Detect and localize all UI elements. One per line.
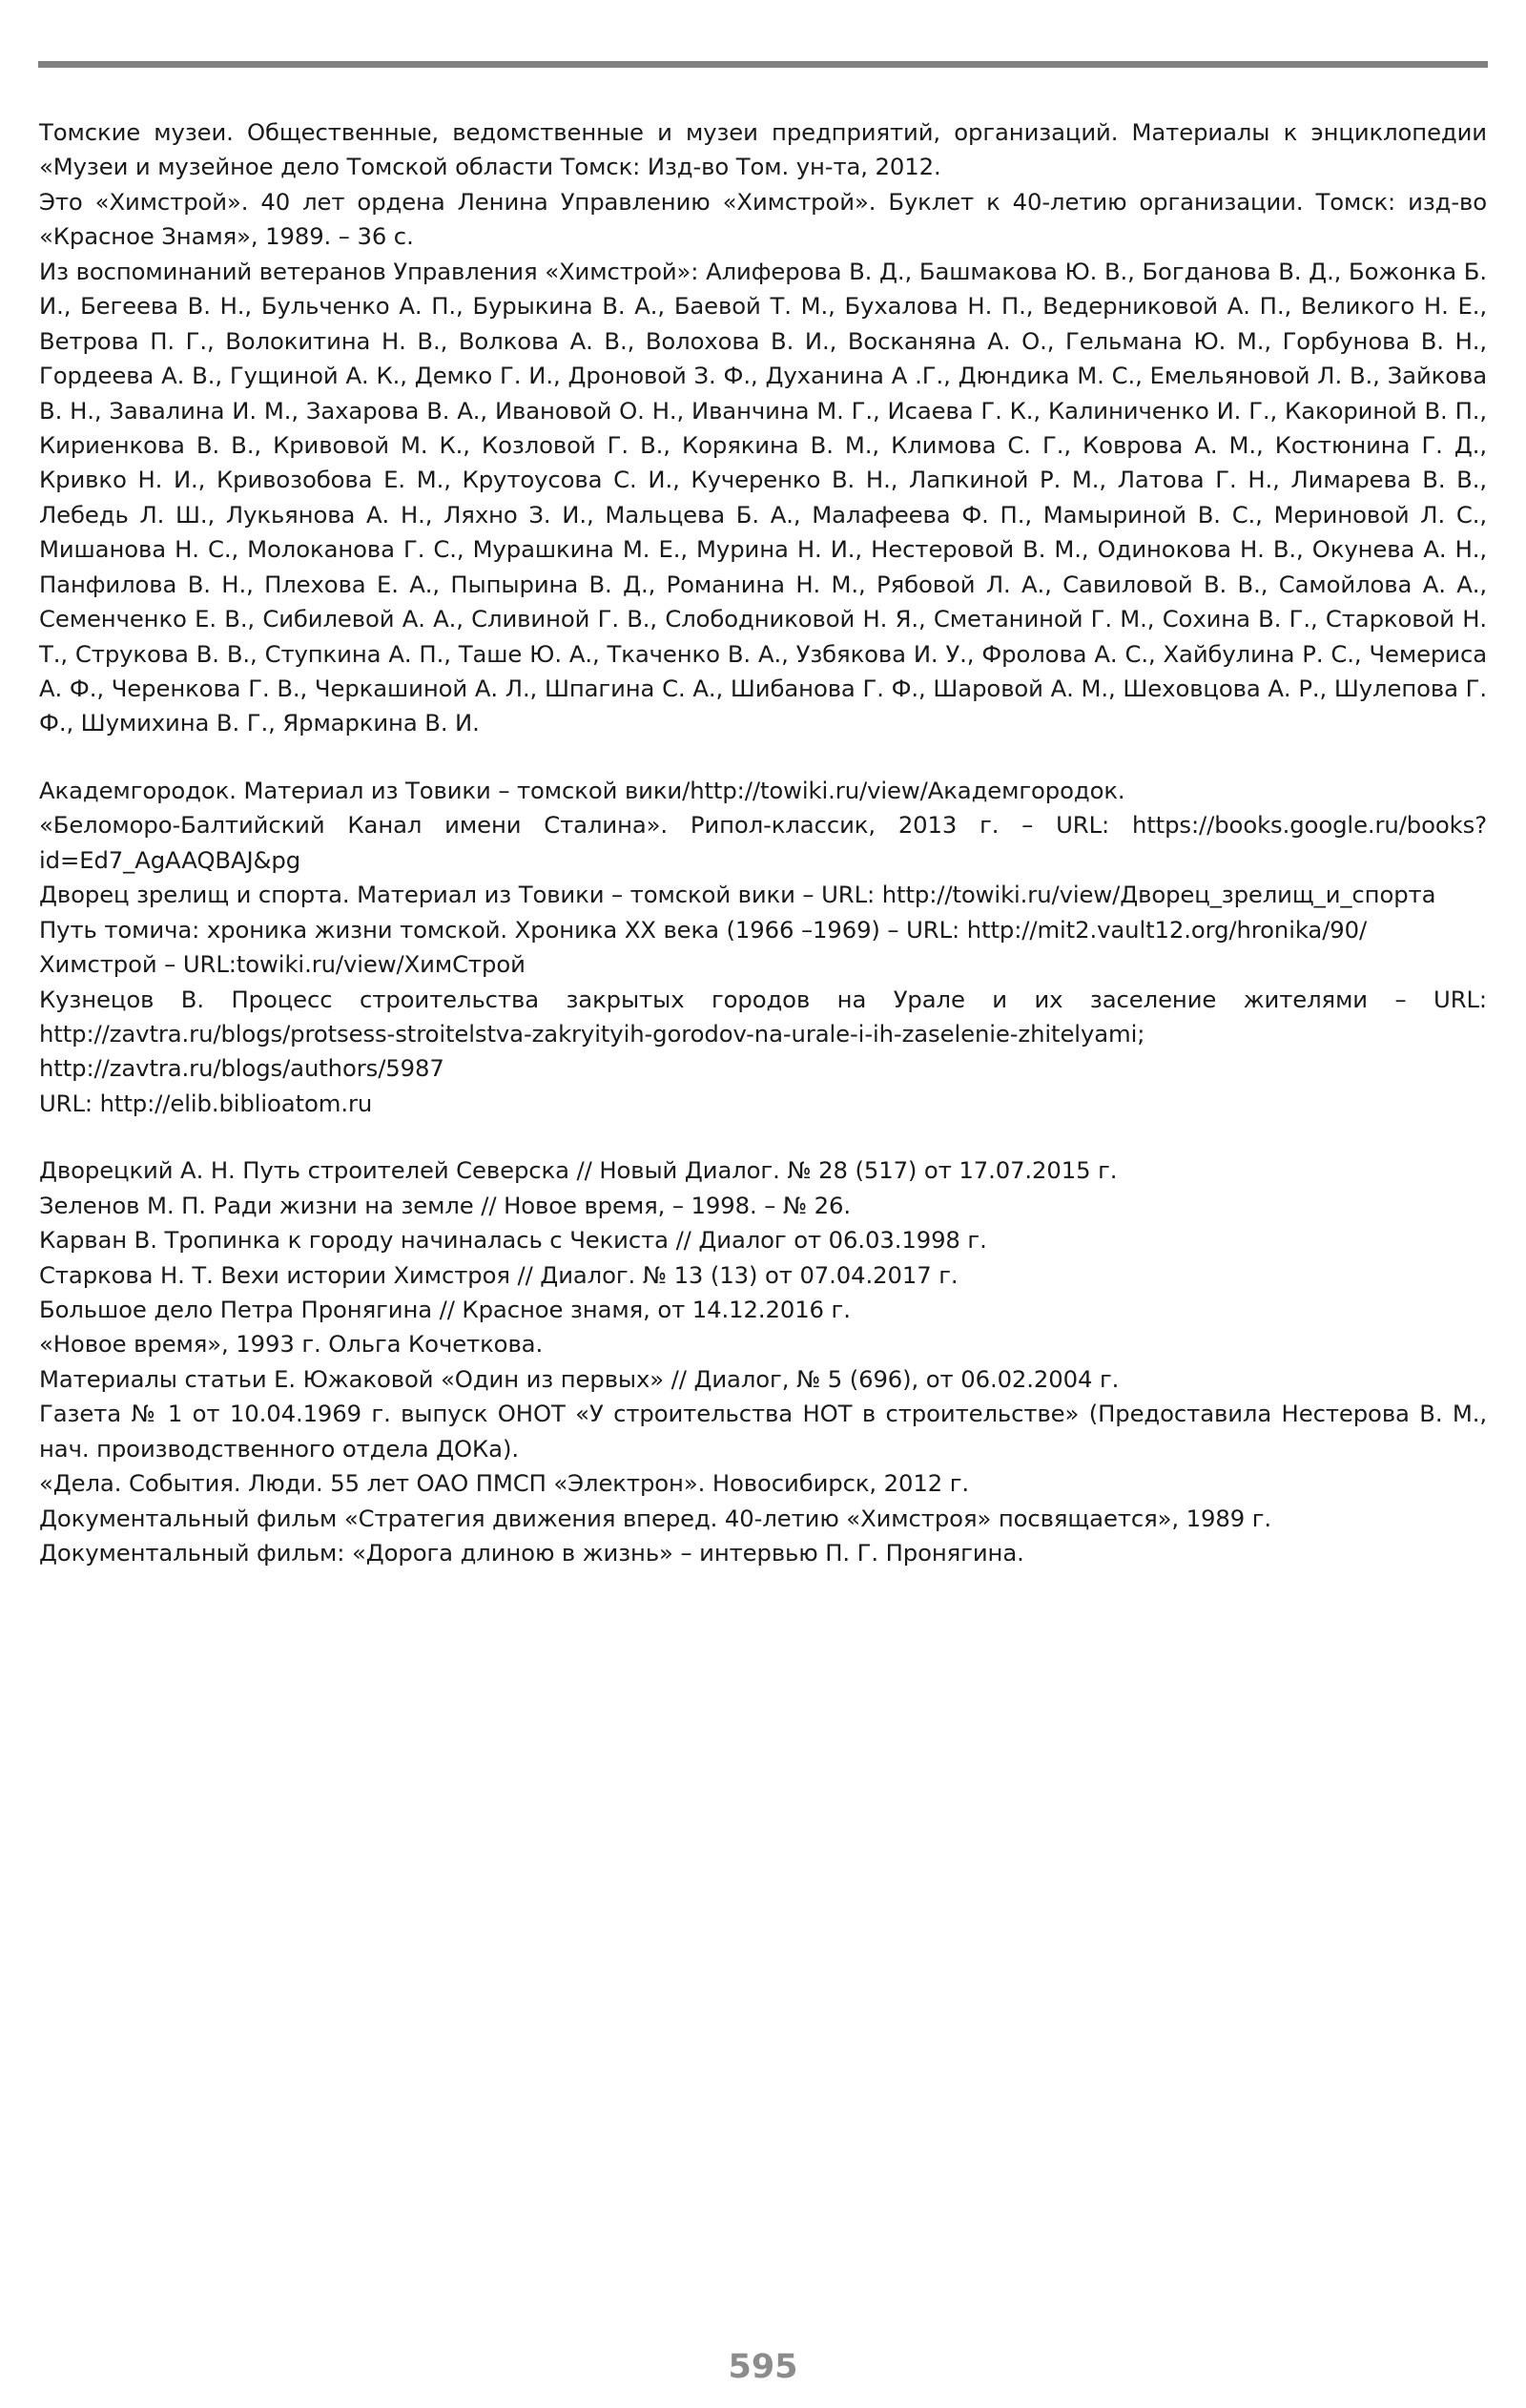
sources-section-publications	[39, 115, 1487, 741]
source-entry-dvoretskiy: Дворецкий А. Н. Путь строителей Северска // Новый Диалог. № 28 (517) от 17.07.2015 г.	[39, 1156, 1118, 1185]
source-entry-put-tomicha: Путь томича: хроника жизни томской. Хроника XX века (1966 –1969) – URL: http://mit2.vault12.org/hronika/90/	[39, 915, 1368, 944]
source-entry-elektron: «Дела. События. Люди. 55 лет ОАО ПМСП «Электрон». Новосибирск, 2012 г.	[39, 1469, 970, 1498]
source-entry-belomorkanal: «Беломоро-Балтийский Канал имени Сталина». Рипол-классик, 2013 г. – URL: https://books.google.ru/books?id=Ed7_AgAAQBAJ&pg	[39, 811, 1487, 874]
sources-list	[39, 115, 1487, 1604]
source-entry-karvan: Карван В. Тропинка к городу начиналась с Чекиста // Диалог от 06.03.1998 г.	[39, 1226, 987, 1255]
source-entry-zelenov: Зеленов М. П. Ради жизни на земле // Новое время, – 1998. – № 26.	[39, 1191, 851, 1219]
source-entry-dvorets-zrelishch: Дворец зрелищ и спорта. Материал из Товики – томской вики – URL: http://towiki.ru/view/Дворец_зрелищ_и_спорта	[39, 881, 1436, 909]
top-rule	[38, 61, 1488, 68]
sources-section-internet	[39, 774, 1487, 1121]
source-entry-museums-encyclopedia: Томские музеи. Общественные, ведомственные и музеи предприятий, организаций. Материалы к энциклопедии «Музеи и музейное дело Томской области Томск: Изд-во Том. ун-та, 2012.	[39, 118, 1487, 181]
source-entry-film-doroga: Документальный фильм: «Дорога длиною в жизнь» – интервью П. Г. Пронягина.	[39, 1539, 1024, 1567]
source-entry-gazeta-onot: Газета № 1 от 10.04.1969 г. выпуск ОНОТ «У строительства НОТ в строительстве» (Предоставила Нестерова В. М., нач. производственного отдела ДОКа).	[39, 1400, 1487, 1463]
source-entry-starkova: Старкова Н. Т. Вехи истории Химстроя // Диалог. № 13 (13) от 07.04.2017 г.	[39, 1260, 959, 1289]
source-entry-khimstroy-towiki: Химстрой – URL:towiki.ru/view/ХимСтрой	[39, 950, 526, 979]
page-number: 595	[728, 2348, 798, 2386]
source-entry-veterans-memoirs: Из воспоминаний ветеранов Управления «Химстрой»: Алиферова В. Д., Башмакова Ю. В., Богданова В. Д., Божонка Б. И., Бегеева В. Н., Бульченко А. П., Бурыкина В. А., Баевой Т. М., Бухалова Н. П., Ведерниковой А. П., Великого Н. Е., Ветрова П. Г., Волокитина Н. В., Волкова А. В., Волохова В. И., Восканяна А. О., Гельмана Ю. М., Горбунова В. Н., Гордеева А. В., Гущиной А. К., Демко Г. И., Дроновой З. Ф., Духанина А .Г., Дюндика М. С., Емельяновой Л. В., Зайкова В. Н., Завалина И. М., Захарова В. А., Ивановой О. Н., Иванчина М. Г., Исаева Г. К., Калиниченко И. Г., Какориной В. П., Кириенкова В. В., Кривовой М. К., Козловой Г. В., Корякина В. М., Климова С. Г., Коврова А. М., Костюнина Г. Д., Кривко Н. И., Кривозобова Е. М., Крутоусова С. И., Кучеренко В. Н., Лапкиной Р. М., Латова Г. Н., Лимарева В. В., Лебедь Л. Ш., Лукьянова А. Н., Ляхно З. И., Мальцева Б. А., Малафеева Ф. П., Мамыриной В. С., Мериновой Л. С., Мишанова Н. С., Молоканова Г. С., Мурашкина М. Е., Мурина Н. И., Нестеровой В. М., Одинокова Н. В., Окунева А. Н., Панфилова В. Н., Плехова Е. А., Пыпырина В. Д., Романина Н. М., Рябовой Л. А., Савиловой В. В., Самойлова А. А., Семенченко Е. В., Сибилевой А. А., Сливиной Г. В., Слободниковой Н. Я., Сметаниной Г. М., Сохина В. Г., Старковой Н. Т., Струкова В. В., Ступкина А. П., Таше Ю. А., Ткаченко В. А., Узбякова И. У., Фролова А. С., Хайбулина Р. С., Чемериса А. Ф., Черенкова Г. В., Черкашиной А. Л., Шпагина С. А., Шибанова Г. Ф., Шаровой А. М., Шеховцова А. Р., Шулепова Г. Ф., Шумихина В. Г., Ярмаркина В. И.	[39, 257, 1487, 737]
source-entry-pronyagin-delo: Большое дело Петра Пронягина // Красное знамя, от 14.12.2016 г.	[39, 1296, 851, 1323]
source-entry-elib-biblioatom: URL: http://elib.biblioatom.ru	[39, 1089, 373, 1117]
source-entry-film-strategiya: Документальный фильм «Стратегия движения вперед. 40-летию «Химстроя» посвящается», 1989 г.	[39, 1504, 1271, 1532]
source-entry-yuzhakova: Материалы статьи Е. Южаковой «Один из первых» // Диалог, № 5 (696), от 06.02.2004 г.	[39, 1364, 1120, 1393]
source-entry-kuznetsov: Кузнецов В. Процесс строительства закрытых городов на Урале и их заселение жителями – URL: http://zavtra.ru/blogs/protsess-stroitelstva-zakryityih-gorodov-na-urale-i-ih-zaselenie-zhitelyami; http://zavtra.ru/blogs/authors/5987	[39, 985, 1487, 1083]
source-entry-akademgorodok: Академгородок. Материал из Товики – томской вики/http://towiki.ru/view/Академгородок.	[39, 776, 1125, 804]
sources-section-periodicals	[39, 1153, 1487, 1570]
source-entry-khimstroy-booklet: Это «Химстрой». 40 лет ордена Ленина Управлению «Химстрой». Буклет к 40-летию организации. Томск: изд-во «Красное Знамя», 1989. – 36 с.	[39, 187, 1487, 251]
source-entry-novoe-vremya-1993: «Новое время», 1993 г. Ольга Кочеткова.	[39, 1330, 544, 1359]
